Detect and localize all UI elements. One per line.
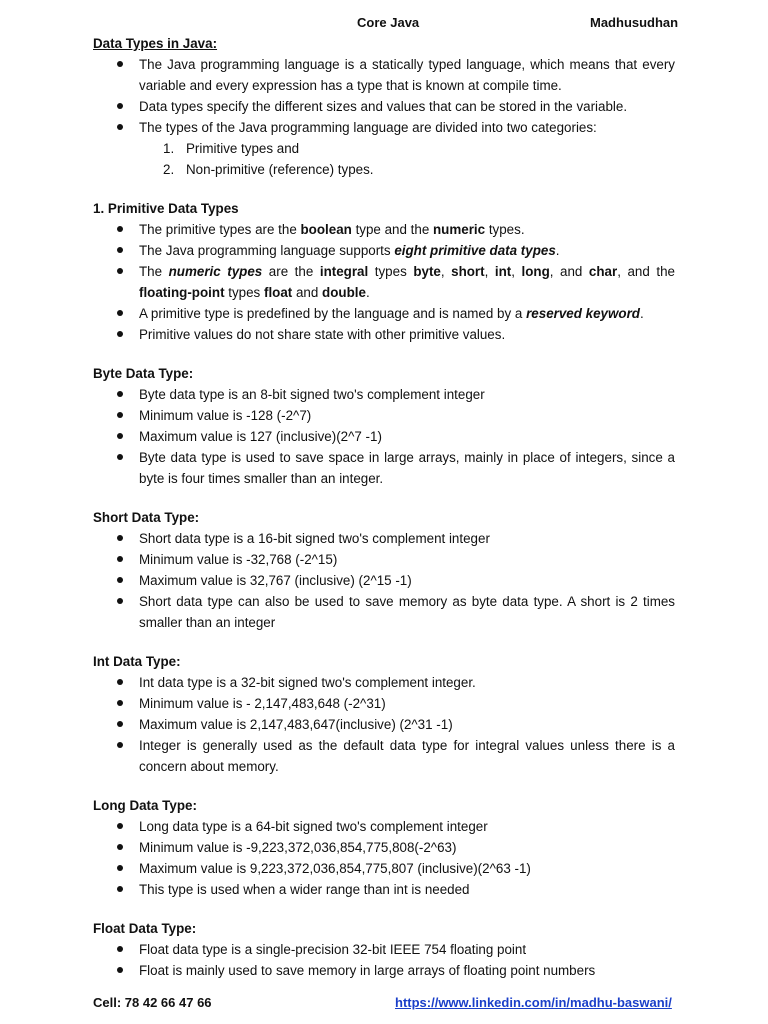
- bullet-icon: [117, 700, 123, 706]
- int-bullets: [93, 672, 675, 777]
- list-item: Maximum value is 2,147,483,647(inclusive) (2^31 -1): [93, 714, 675, 735]
- bullet-icon: [117, 412, 123, 418]
- primitive-bullets: [93, 219, 675, 345]
- bullet-icon: [117, 247, 123, 253]
- bullet-icon: [117, 454, 123, 460]
- bullet-icon: [117, 268, 123, 274]
- list-item: Maximum value is 32,767 (inclusive) (2^15 -1): [93, 570, 675, 591]
- bullet-icon: [117, 886, 123, 892]
- bullet-icon: [117, 967, 123, 973]
- list-item: Minimum value is - 2,147,483,648 (-2^31): [93, 693, 675, 714]
- list-item: Short data type can also be used to save memory as byte data type. A short is 2 times smaller than an integer: [93, 591, 675, 633]
- list-item: Float is mainly used to save memory in large arrays of floating point numbers: [93, 960, 675, 981]
- list-item: Long data type is a 64-bit signed two's complement integer: [93, 816, 675, 837]
- list-item: Primitive values do not share state with other primitive values.: [93, 324, 675, 345]
- list-item: Maximum value is 9,223,372,036,854,775,807 (inclusive)(2^63 -1): [93, 858, 675, 879]
- section-heading-long: Long Data Type:: [93, 798, 197, 813]
- section-heading-byte: Byte Data Type:: [93, 366, 194, 381]
- list-item: Int data type is a 32-bit signed two's complement integer.: [93, 672, 675, 693]
- bullet-icon: [117, 61, 123, 67]
- list-item: The Java programming language supports eight primitive data types.: [93, 240, 675, 261]
- short-bullets: [93, 528, 675, 633]
- bullet-icon: [117, 124, 123, 130]
- list-item: Float data type is a single-precision 32-bit IEEE 754 floating point: [93, 939, 675, 960]
- bullet-icon: [117, 598, 123, 604]
- float-bullets: [93, 939, 675, 981]
- bullet-icon: [117, 556, 123, 562]
- footer-linkedin-link[interactable]: https://www.linkedin.com/in/madhu-baswani/: [395, 995, 672, 1010]
- bullet-icon: [117, 844, 123, 850]
- numbered-item: 2. Non-primitive (reference) types.: [163, 162, 374, 177]
- list-item: The primitive types are the boolean type and the numeric types.: [93, 219, 675, 240]
- section-heading-data-types: Data Types in Java:: [93, 36, 218, 51]
- list-item: The types of the Java programming language are divided into two categories:: [93, 117, 675, 138]
- bullet-icon: [117, 310, 123, 316]
- byte-bullets: [93, 384, 675, 489]
- list-item: Integer is generally used as the default data type for integral values unless there is a concern about memory.: [93, 735, 675, 777]
- list-item: Minimum value is -32,768 (-2^15): [93, 549, 675, 570]
- bullet-icon: [117, 946, 123, 952]
- header-author: Madhusudhan: [590, 15, 679, 30]
- header-title: Core Java: [357, 15, 420, 30]
- list-item: Maximum value is 127 (inclusive)(2^7 -1): [93, 426, 675, 447]
- list-item: The Java programming language is a statically typed language, which means that every variable and every expression has a type that is known at compile time.: [93, 54, 675, 96]
- section-heading-short: Short Data Type:: [93, 510, 200, 525]
- footer-phone: Cell: 78 42 66 47 66: [93, 995, 212, 1010]
- bullet-icon: [117, 721, 123, 727]
- bullet-icon: [117, 865, 123, 871]
- section-heading-primitive: 1. Primitive Data Types: [93, 201, 239, 216]
- list-item: Short data type is a 16-bit signed two's complement integer: [93, 528, 675, 549]
- bullet-icon: [117, 331, 123, 337]
- bullet-icon: [117, 577, 123, 583]
- numbered-item: 1. Primitive types and: [163, 141, 300, 156]
- list-item: This type is used when a wider range than int is needed: [93, 879, 675, 900]
- list-item: Byte data type is an 8-bit signed two's complement integer: [93, 384, 675, 405]
- bullet-icon: [117, 823, 123, 829]
- bullet-icon: [117, 433, 123, 439]
- intro-bullets: [93, 54, 675, 138]
- long-bullets: [93, 816, 675, 900]
- list-item: A primitive type is predefined by the language and is named by a reserved keyword.: [93, 303, 675, 324]
- bullet-icon: [117, 679, 123, 685]
- document-body: [93, 34, 675, 981]
- bullet-icon: [117, 535, 123, 541]
- bullet-icon: [117, 742, 123, 748]
- categories-list: [93, 138, 675, 180]
- list-item: Data types specify the different sizes and values that can be stored in the variable.: [93, 96, 675, 117]
- bullet-icon: [117, 103, 123, 109]
- list-item: The numeric types are the integral types byte, short, int, long, and char, and the floating-point types float and double.: [93, 261, 675, 303]
- list-item: Minimum value is -9,223,372,036,854,775,808(-2^63): [93, 837, 675, 858]
- bullet-icon: [117, 391, 123, 397]
- bullet-icon: [117, 226, 123, 232]
- list-item: Minimum value is -128 (-2^7): [93, 405, 675, 426]
- list-item: Byte data type is used to save space in large arrays, mainly in place of integers, since a byte is four times smaller than an integer.: [93, 447, 675, 489]
- section-heading-int: Int Data Type:: [93, 654, 181, 669]
- section-heading-float: Float Data Type:: [93, 921, 197, 936]
